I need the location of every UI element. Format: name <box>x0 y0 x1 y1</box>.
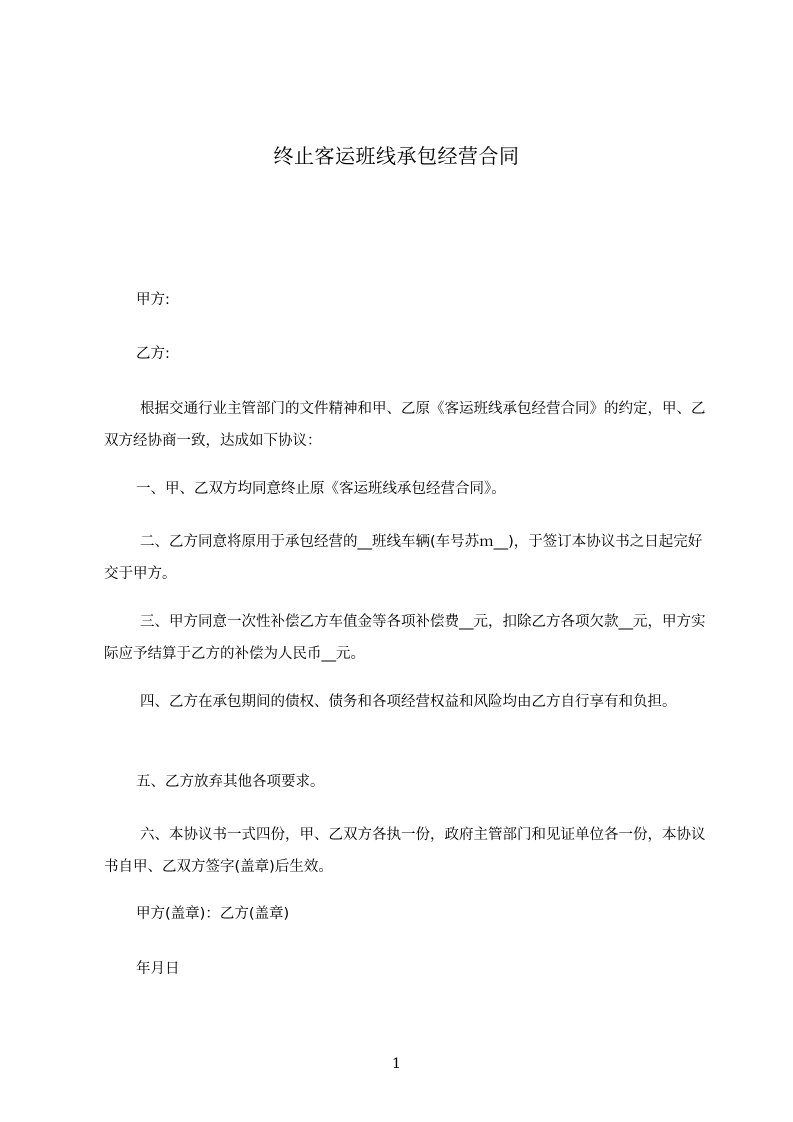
clause-1: 一、甲、乙双方均同意终止原《客运班线承包经营合同》。 <box>136 481 506 497</box>
clause-5: 五、乙方放弃其他各项要求。 <box>136 774 325 790</box>
party-a-label: 甲方: <box>136 292 170 308</box>
date-line: 年月日 <box>136 961 180 977</box>
signature-line: 甲方(盖章)：乙方(盖章) <box>136 906 290 922</box>
clause-2: 二、乙方同意将原用于承包经营的__班线车辆(车号苏ｍ__)，于签订本协议书之日起完好交于甲方。 <box>104 534 703 582</box>
clause-6: 六、本协议书一式四份，甲、乙双方各执一份，政府主管部门和见证单位各一份，本协议书自甲、乙双方签字(盖章)后生效。 <box>104 827 706 875</box>
clause-3: 三、甲方同意一次性补偿乙方车值金等各项补偿费__元，扣除乙方各项欠款__元，甲方实际应予结算于乙方的补偿为人民币__元。 <box>104 614 706 662</box>
party-b-label: 乙方: <box>136 346 170 362</box>
document-title: 终止客运班线承包经营合同 <box>273 144 520 168</box>
page-number: 1 <box>392 1056 401 1072</box>
intro-paragraph: 根据交通行业主管部门的文件精神和甲、乙原《客运班线承包经营合同》的约定，甲、乙双方经协商一致，达成如下协议： <box>104 401 706 449</box>
clause-4: 四、乙方在承包期间的债权、债务和各项经营权益和风险均由乙方自行享有和负担。 <box>140 694 677 710</box>
